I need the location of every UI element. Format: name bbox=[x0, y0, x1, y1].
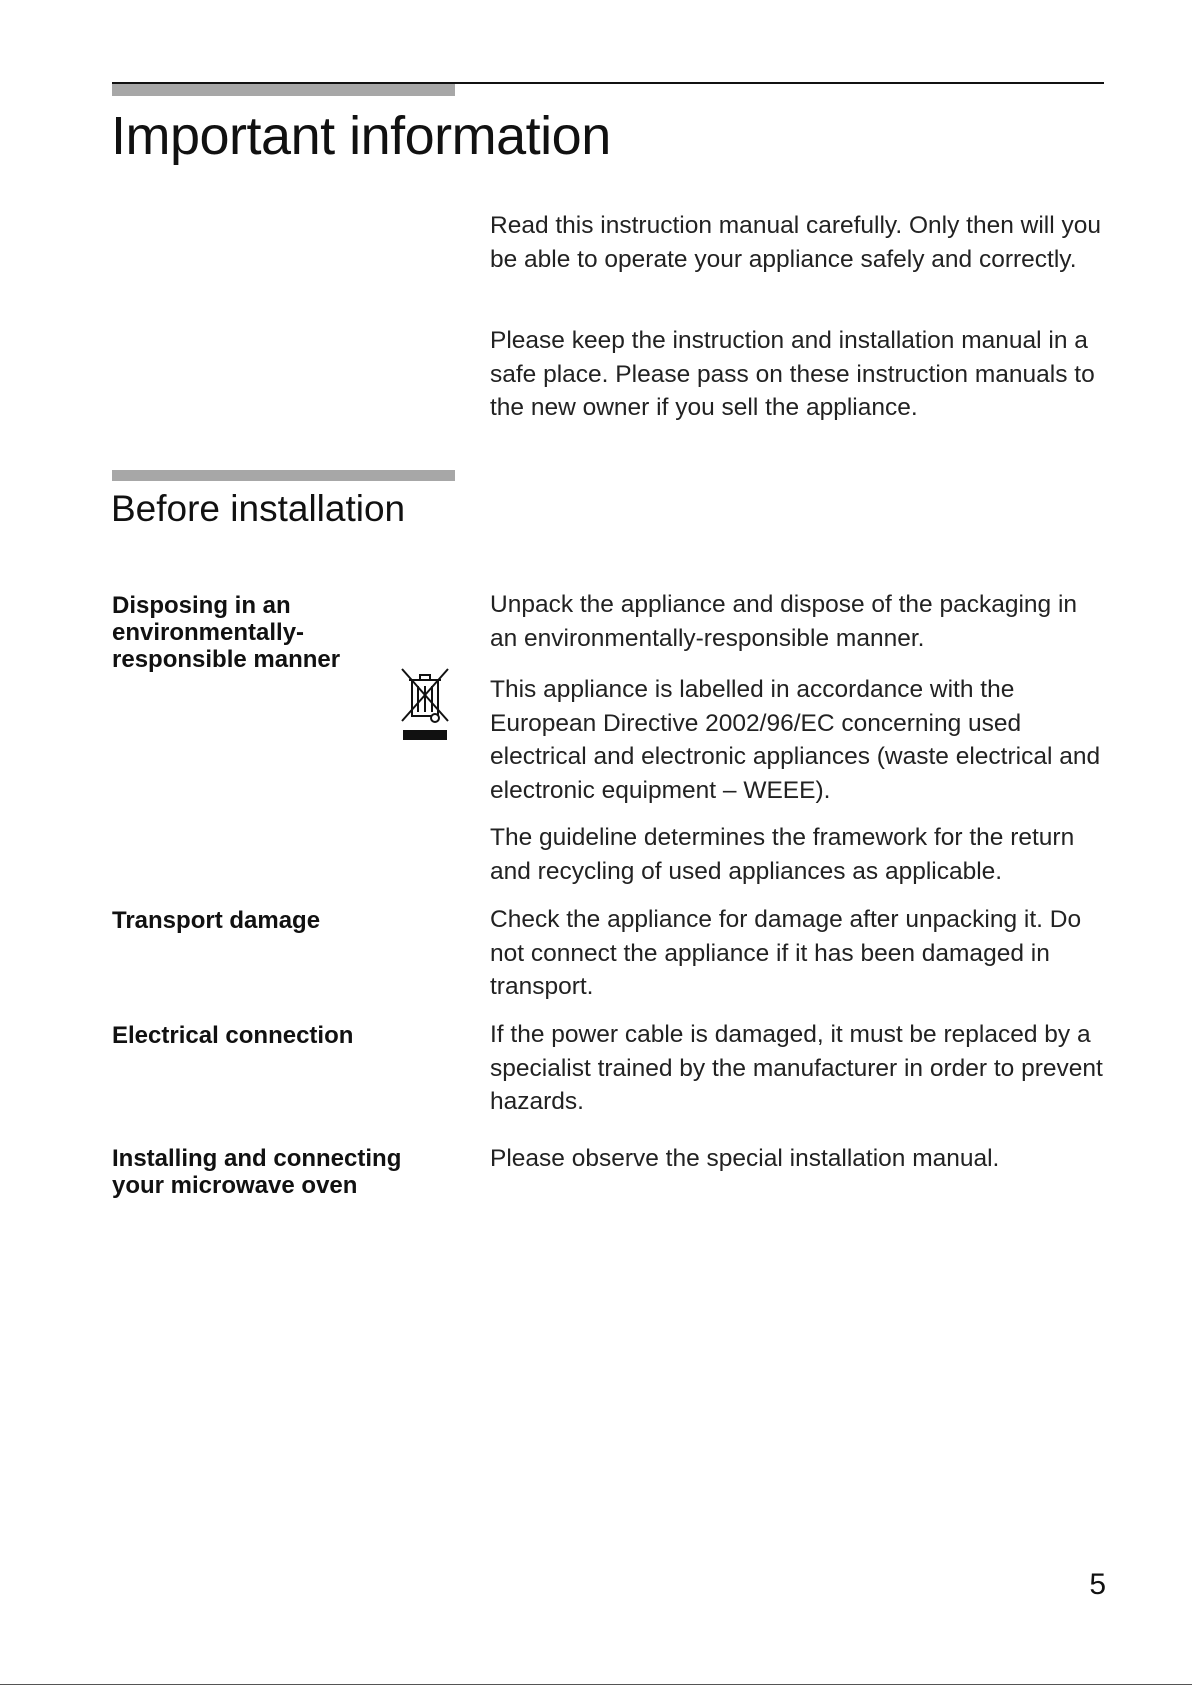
title-accent-bar bbox=[112, 84, 455, 96]
electrical-connection-paragraph: If the power cable is damaged, it must be replaced by a specialist trained by the manufacturer in order to prevent hazards. bbox=[490, 1021, 1103, 1115]
disposing-paragraph-3: The guideline determines the framework for the return and recycling of used appliances as applicable. bbox=[490, 824, 1075, 885]
disposing-paragraph-2: This appliance is labelled in accordance with the European Directive 2002/96/EC concerning used electrical and electronic appliances (waste electrical and electronic equipment – WEEE). bbox=[490, 676, 1101, 804]
disposing-paragraph-1: Unpack the appliance and dispose of the packaging in an environmentally-responsible manner. bbox=[490, 591, 1078, 652]
label-disposing: Disposing in an environmentally-responsible manner bbox=[112, 592, 341, 673]
section-accent-bar bbox=[112, 470, 455, 481]
page-number: 5 bbox=[1089, 1568, 1106, 1601]
label-electrical-connection: Electrical connection bbox=[112, 1022, 354, 1049]
label-transport-damage: Transport damage bbox=[112, 907, 321, 934]
installing-connecting-paragraph: Please observe the special installation manual. bbox=[490, 1145, 1000, 1172]
intro-paragraph-2: Please keep the instruction and installation manual in a safe place. Please pass on these instruction manuals to the new owner if you sell the appliance. bbox=[490, 327, 1095, 421]
title-rule bbox=[112, 82, 1104, 84]
section-title: Before installation bbox=[111, 488, 406, 529]
page-title: Important information bbox=[111, 106, 611, 166]
transport-damage-paragraph: Check the appliance for damage after unpacking it. Do not connect the appliance if it has been damaged in transport. bbox=[490, 906, 1082, 1000]
label-installing-connecting: Installing and connecting your microwave oven bbox=[112, 1145, 402, 1199]
intro-paragraph-1: Read this instruction manual carefully. Only then will you be able to operate your appliance safely and correctly. bbox=[490, 212, 1101, 273]
crossed-out-wheelie-bin-icon bbox=[398, 666, 452, 742]
